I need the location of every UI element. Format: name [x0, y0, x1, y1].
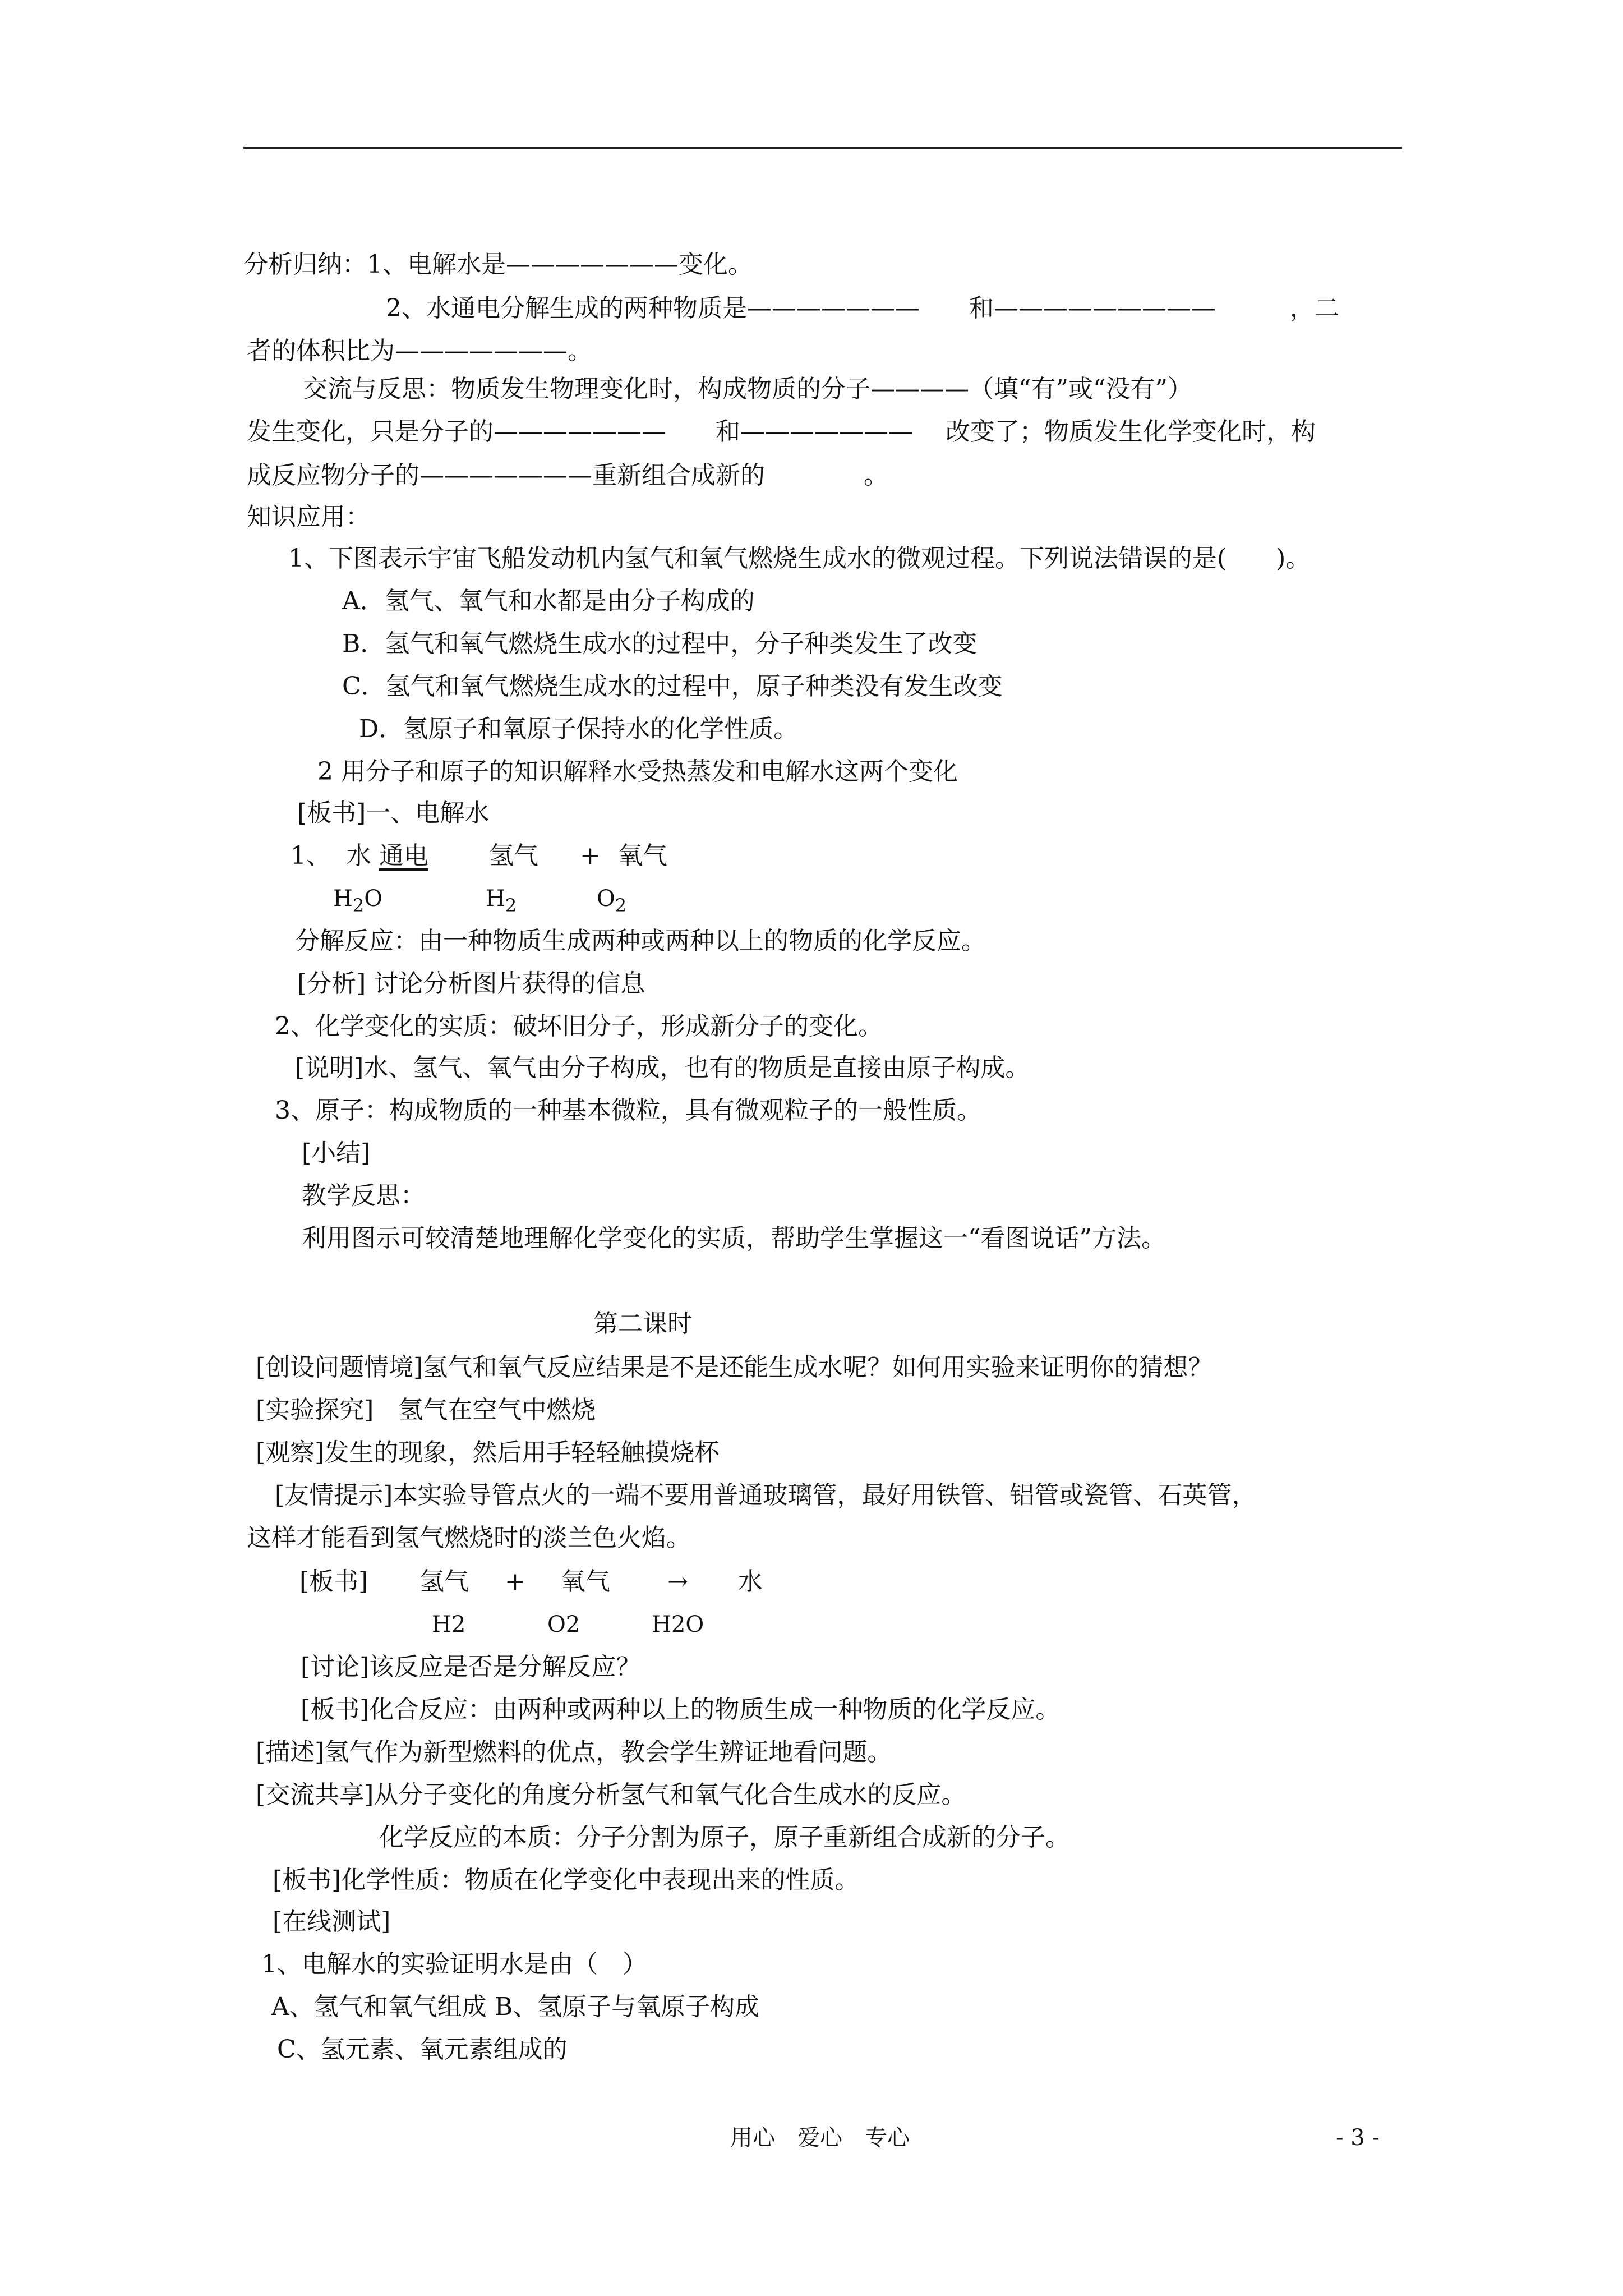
online-test-label: [在线测试]: [273, 1907, 391, 1936]
board-2-formula-h2o: H2O: [652, 1612, 704, 1637]
question-1-stem: 1、下图表示宇宙飞船发动机内氢气和氧气燃烧生成水的微观过程。下列说法错误的是( )。: [288, 544, 1311, 573]
teaching-reflection-text: 利用图示可较清楚地理解化学变化的实质，帮助学生掌握这一“看图说话”方法。: [302, 1224, 1166, 1253]
question-1-option-a: A．氢气、氧气和水都是由分子构成的: [342, 587, 755, 615]
teaching-reflection-title: 教学反思：: [302, 1181, 425, 1210]
reflection-line-2: 发生变化，只是分子的——————— 和——————— 改变了；物质发生化学变化时，构: [247, 417, 1316, 446]
board-2-arrow: →: [667, 1567, 688, 1596]
test-question-1-options-ab: A、氢气和氧气组成 B、氢原子与氧原子构成: [271, 1993, 760, 2021]
reflection-line-1: 交流与反思：物质发生物理变化时，构成物质的分子————（填“有”或“没有”）: [303, 375, 1192, 403]
lesson-2-title: 第二课时: [593, 1309, 692, 1338]
board-2-water: 水: [738, 1567, 763, 1596]
question-1-option-c: C．氢气和氧气燃烧生成水的过程中，原子种类没有发生改变: [342, 672, 1003, 701]
formula-hydrogen-h: H: [486, 886, 505, 912]
atom-definition: 3、原子：构成物质的一种基本微粒，具有微观粒子的一般性质。: [275, 1096, 981, 1125]
observation: [观察]发生的现象，然后用手轻轻触摸烧杯: [256, 1438, 720, 1467]
equation-1-condition: 通电: [379, 841, 428, 870]
equation-1-hydrogen: 氢气: [489, 841, 538, 870]
equation-1-number: 1、: [291, 841, 331, 870]
page-number: - 3 -: [1336, 2125, 1380, 2151]
board-2-formula-o2: O2: [547, 1612, 580, 1637]
board-2-formula-h2: H2: [432, 1612, 466, 1637]
chemical-change-essence: 2、化学变化的实质：破坏旧分子，形成新分子的变化。: [275, 1012, 883, 1041]
problem-situation: [创设问题情境]氢气和氧气反应结果是不是还能生成水呢？如何用实验来证明你的猜想？: [256, 1353, 1213, 1382]
question-1-option-b: B．氢气和氧气燃烧生成水的过程中，分子种类发生了改变: [342, 629, 978, 658]
formula-water-sub: 2: [352, 895, 365, 916]
footer-motto: 用心 爱心 专心: [730, 2125, 910, 2151]
experiment-inquiry: [实验探究] 氢气在空气中燃烧: [256, 1396, 596, 1424]
question-2: 2 用分子和原子的知识解释水受热蒸发和电解水这两个变化: [317, 757, 958, 786]
formula-oxygen-sub: 2: [615, 895, 627, 916]
formula-water-h: H: [333, 886, 353, 912]
formula-water: [333, 882, 382, 922]
decomposition-definition: 分解反应：由一种物质生成两种或两种以上的物质的化学反应。: [295, 927, 986, 955]
equation-1-plus: +: [580, 841, 601, 870]
equation-1-oxygen: 氧气: [618, 841, 667, 870]
reflection-line-3: 成反应物分子的———————重新组合成新的 。: [247, 461, 888, 490]
summary-label: [小结]: [302, 1139, 371, 1167]
equation-1-water: 水: [347, 841, 371, 870]
chemical-property: [板书]化学性质：物质在化学变化中表现出来的性质。: [273, 1866, 860, 1894]
discussion: [讨论]该反应是否是分解反应？: [301, 1653, 641, 1681]
formula-oxygen: [597, 882, 626, 922]
formula-water-o: O: [364, 886, 383, 912]
board-2-hydrogen: 氢气: [419, 1567, 469, 1596]
description: [描述]氢气作为新型燃料的优点，教会学生辨证地看问题。: [256, 1738, 892, 1766]
analysis-line-3: 者的体积比为———————。: [247, 337, 592, 365]
formula-hydrogen-sub: 2: [505, 895, 517, 916]
analysis-line-2: 2、水通电分解生成的两种物质是——————— 和————————— ，二: [386, 294, 1339, 323]
explanation-note: [说明]水、氢气、氧气由分子构成，也有的物质是直接由原子构成。: [295, 1053, 1030, 1082]
formula-hydrogen: [486, 882, 517, 922]
analysis-note: [分析] 讨论分析图片获得的信息: [297, 969, 645, 998]
analysis-line-1: 分析归纳：1、电解水是———————变化。: [243, 250, 753, 279]
friendly-tip-line-2: 这样才能看到氢气燃烧时的淡兰色火焰。: [247, 1524, 691, 1552]
header-rule: [243, 147, 1402, 149]
test-question-1-option-c: C、氢元素、氧元素组成的: [277, 2035, 568, 2064]
board-2-oxygen: 氧气: [561, 1567, 610, 1596]
exchange-share: [交流共享]从分子变化的角度分析氢气和氧气化合生成水的反应。: [256, 1780, 966, 1809]
question-1-option-d: D．氢原子和氧原子保持水的化学性质。: [359, 715, 799, 743]
board-2-plus: +: [505, 1567, 525, 1596]
combination-definition: [板书]化合反应：由两种或两种以上的物质生成一种物质的化学反应。: [301, 1695, 1061, 1724]
friendly-tip-line-1: [友情提示]本实验导管点火的一端不要用普通玻璃管，最好用铁管、铝管或瓷管、石英管，: [275, 1481, 1257, 1510]
knowledge-title: 知识应用：: [247, 503, 370, 531]
board-heading-electrolysis: [板书]一、电解水: [297, 799, 490, 827]
formula-oxygen-o: O: [597, 886, 615, 912]
test-question-1: 1、电解水的实验证明水是由（ ）: [261, 1950, 647, 1978]
board-2-label: [板书]: [299, 1567, 368, 1596]
reaction-nature: 化学反应的本质：分子分割为原子，原子重新组合成新的分子。: [379, 1823, 1070, 1852]
